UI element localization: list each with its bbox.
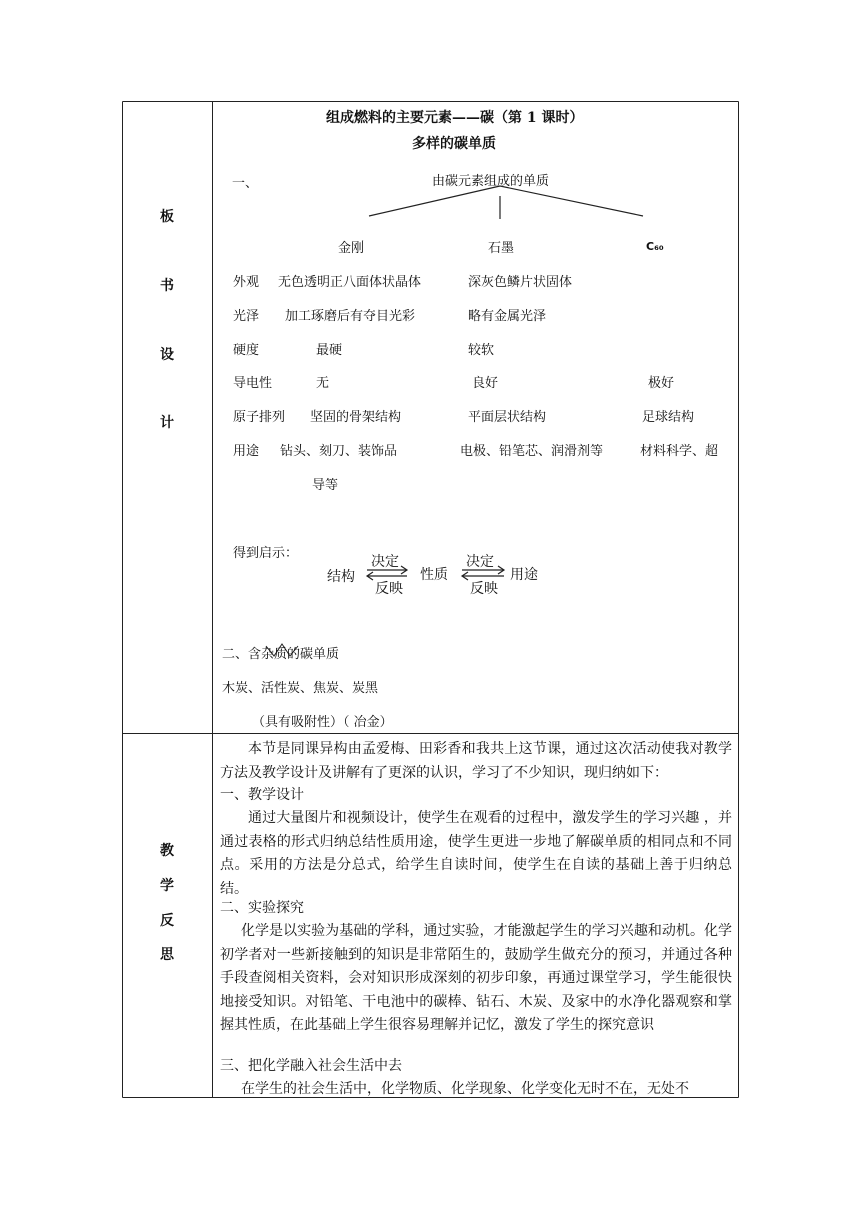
row-graphite: 略有金属光泽	[468, 309, 547, 324]
row-diamond: 坚固的骨架结构	[310, 410, 402, 425]
reflection-heading-3: 三、把化学融入社会生活中去	[220, 1058, 402, 1074]
branch-diagram	[369, 186, 643, 219]
row-diamond: 加工琢磨后有夺目光彩	[285, 309, 416, 324]
insight-label: 得到启示：	[233, 546, 299, 561]
row-diamond: 钻头、刻刀、装饰品	[280, 444, 398, 459]
reflection-paragraph-3: 在学生的社会生活中，化学物质、化学现象、化学变化无时不在，无处不	[241, 1081, 689, 1097]
row-diamond: 无	[316, 376, 330, 391]
side-label-reflect-4: 思	[160, 947, 174, 963]
row-label: 原子排列	[233, 410, 286, 425]
row-c60: 材料科学、超	[640, 444, 719, 459]
row-c60: 极好	[648, 376, 675, 391]
row-c60-continued: 导等	[312, 478, 339, 493]
relation-reflects-2: 反映	[470, 581, 498, 597]
reflection-heading-2: 二、实验探究	[220, 900, 304, 916]
column-graphite: 石墨	[488, 241, 515, 256]
reflection-paragraph-2: 化学是以实验为基础的学科，通过实验，才能激起学生的学习兴趣和动机。化学初学者对一些新接触到的知识是非常陌生的，鼓励学生做充分的预习，并通过各种手段查阅相关资料，会对知识形成深刻的初步印象，再通过课堂学习，学生能很快地接受知识。对铅笔、干电池中的碳棒、钻石、木炭、及家中的水净化器观察和掌握其性质，在此基础上学生很容易理解并记忆，激发了学生的探究意识	[220, 923, 732, 1033]
reflection-paragraph-1: 通过大量图片和视频设计，使学生在观看的过程中，激发学生的学习兴趣 ，并通过表格的形式归纳总结性质用途，使学生更进一步地了解碳单质的相同点和不同点。采用的方法是分总式，给学生自读时间，使学生在自读的基础上善于归纳总结。	[220, 810, 732, 897]
row-graphite: 电极、铅笔芯、润滑剂等	[460, 444, 604, 459]
row-label: 用途	[233, 444, 260, 459]
reflection-intro: 本节是同课异构由孟爱梅、田彩香和我共上这节课，通过这次活动使我对教学方法及教学设计及讲解有了更深的认识，学习了不少知识，现归纳如下：	[220, 741, 732, 781]
side-label-board-2: 书	[160, 278, 174, 294]
section1-number: 一、	[232, 176, 259, 191]
section2-notes: （具有吸附性）（ 冶金）	[252, 715, 393, 730]
row-c60: 足球结构	[642, 410, 695, 425]
section1-title: 由碳元素组成的单质	[432, 174, 550, 189]
row-graphite: 平面层状结构	[468, 410, 547, 425]
row-diamond: 最硬	[316, 343, 343, 358]
side-label-reflect-2: 学	[160, 878, 174, 894]
relation-decides-2: 决定	[466, 554, 494, 570]
row-graphite: 较软	[468, 343, 495, 358]
side-label-reflect-3: 反	[160, 913, 174, 929]
reflection-heading-1: 一、教学设计	[220, 787, 304, 803]
page-title: 组成燃料的主要元素——碳（第 1 课时）	[326, 110, 584, 126]
relation-reflects-1: 反映	[375, 581, 403, 597]
relation-use: 用途	[510, 567, 538, 583]
row-graphite: 良好	[472, 376, 499, 391]
column-diamond: 金刚	[338, 241, 365, 256]
side-label-board-3: 设	[160, 347, 174, 363]
relation-structure: 结构	[327, 569, 355, 585]
column-c60: C₆₀	[646, 240, 664, 253]
relation-property: 性质	[420, 567, 448, 583]
row-graphite: 深灰色鳞片状固体	[468, 275, 573, 290]
section2-items: 木炭、活性炭、焦炭、炭黑	[222, 681, 379, 696]
side-label-board-1: 板	[160, 209, 174, 225]
row-label: 导电性	[233, 376, 273, 391]
row-label: 硬度	[233, 343, 260, 358]
section2-title: 二、含杂质的碳单质	[222, 647, 340, 662]
side-label-board-4: 计	[160, 415, 174, 431]
page-subtitle: 多样的碳单质	[412, 136, 496, 152]
relation-decides-1: 决定	[371, 554, 399, 570]
side-label-reflect-1: 教	[160, 843, 174, 859]
row-label: 外观	[233, 275, 260, 290]
row-label: 光泽	[233, 309, 260, 324]
row-diamond: 无色透明正八面体状晶体	[278, 275, 422, 290]
